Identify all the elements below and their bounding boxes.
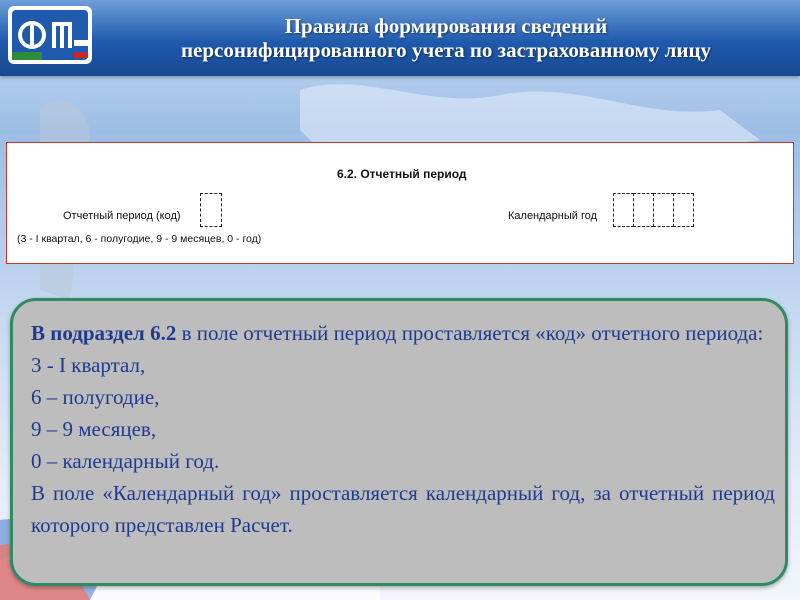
info-text <box>31 317 775 541</box>
info-item-2: 6 – полугодие, <box>31 385 160 409</box>
info-paragraph-1 <box>31 317 775 349</box>
year-digit-cell[interactable] <box>673 193 694 227</box>
period-label: Отчетный период (код) <box>63 210 181 222</box>
section-title: 6.2. Отчетный период <box>337 167 467 181</box>
info-lead: В подраздел 6.2 <box>31 321 177 345</box>
title-line-1: Правила формирования сведений <box>284 14 608 38</box>
year-digit-cell[interactable] <box>613 193 634 227</box>
title-line-2: персонифицированного учета по застрахованному лицу <box>180 38 712 62</box>
year-digit-cell[interactable] <box>633 193 654 227</box>
header-bar <box>0 0 800 76</box>
period-hint: (3 - I квартал, 6 - полугодие, 9 - 9 месяцев, 0 - год) <box>17 233 262 245</box>
page-title <box>96 14 796 62</box>
form-excerpt-panel <box>6 142 794 264</box>
info-item-1: 3 - I квартал, <box>31 353 146 377</box>
year-digit-cell[interactable] <box>653 193 674 227</box>
info-last-paragraph: В поле «Календарный год» проставляется календарный год, за отчетный период которого представлен Расчет. <box>31 481 775 537</box>
period-code-field[interactable] <box>200 193 222 227</box>
info-item-3: 9 – 9 месяцев, <box>31 417 157 441</box>
year-field[interactable] <box>614 193 694 227</box>
info-item-4: 0 – календарный год. <box>31 449 220 473</box>
info-line1-rest: в поле отчетный период проставляется «код» отчетного периода: <box>181 321 764 345</box>
info-callout <box>10 298 788 586</box>
pfr-logo-icon <box>8 6 92 64</box>
year-label: Календарный год <box>508 210 598 222</box>
